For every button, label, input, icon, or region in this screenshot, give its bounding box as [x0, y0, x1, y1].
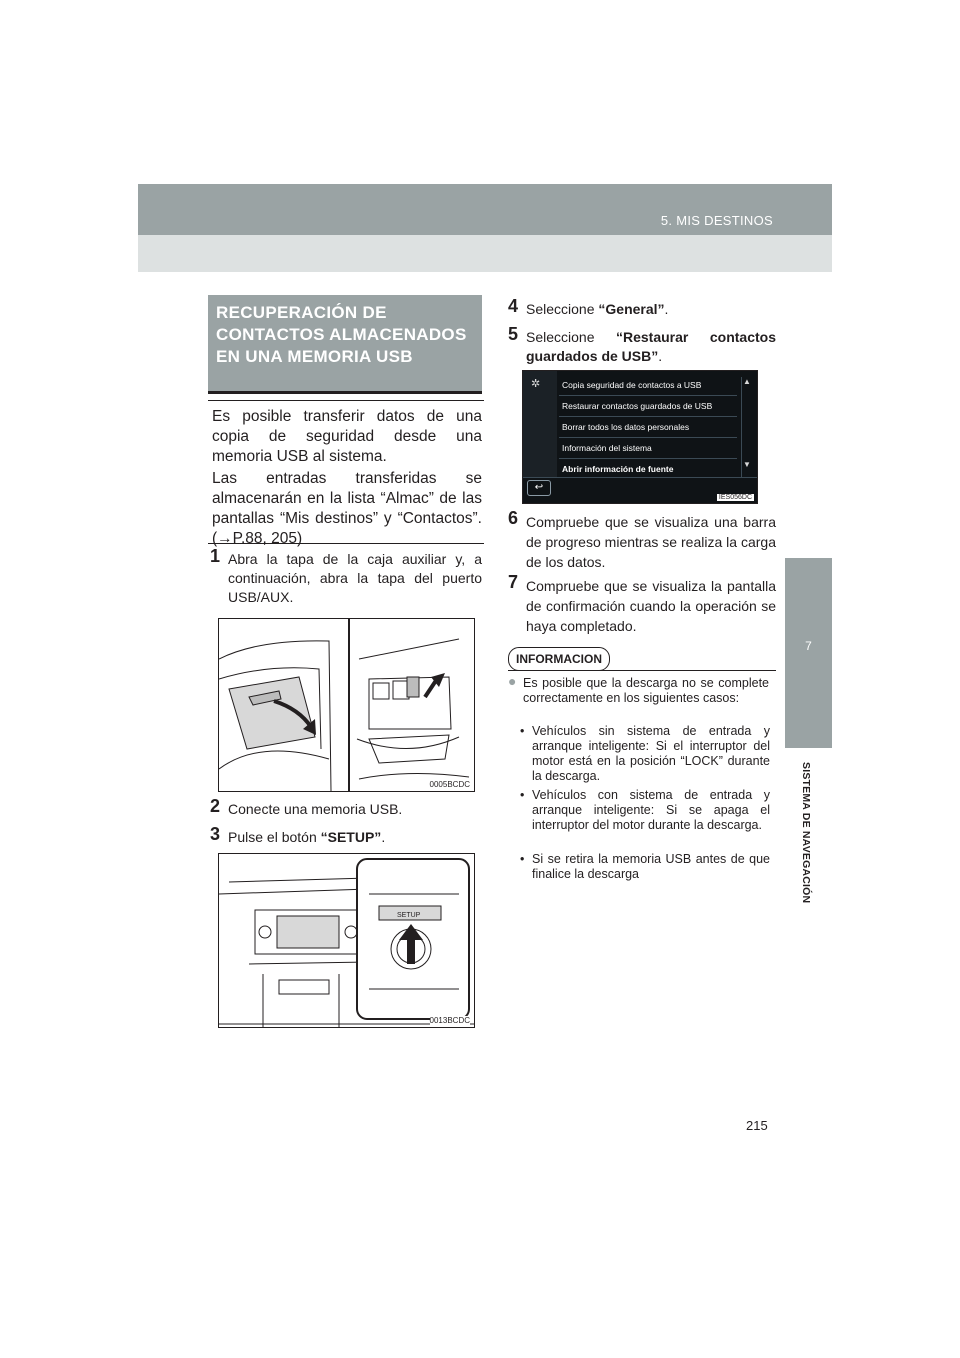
chapter-number: 7 [805, 639, 812, 653]
step-text: Conecte una memoria USB. [228, 801, 403, 817]
step-number: 5 [508, 324, 519, 344]
step-text: Abra la tapa de la caja auxiliar y, a continuación, abra la tapa del puerto USB/AUX. [228, 551, 482, 605]
page-number: 215 [746, 1118, 768, 1133]
intro-paragraph-1: Es posible transferir datos de una copia de seguridad desde una memoria USB al sistema. [212, 408, 482, 465]
intro-paragraph-2: Las entradas transferidas se almacenarán en la lista “Almac” de las pantallas “Mis destinos” y “Contactos”. (→P.88, 205) [212, 470, 482, 547]
figure-aux-box [218, 618, 475, 792]
info-main-text: Es posible que la descarga no se complete correctamente en los siguientes casos: [523, 676, 769, 705]
sub-bullet-icon: • [520, 852, 525, 866]
info-sub-item [520, 788, 770, 833]
step-number: 1 [210, 546, 221, 566]
step-text: Compruebe que se visualiza la pantalla de confirmación cuando la operación se haya completado. [526, 578, 776, 634]
scroll-up-icon[interactable]: ▲ [743, 377, 751, 386]
info-sub-text: Vehículos sin sistema de entrada y arranque inteligente: Si el interruptor del motor está en la posición “LOCK” durante la descarga. [532, 724, 770, 783]
figure-code: 0005BCDC [429, 780, 470, 789]
scroll-down-icon[interactable]: ▼ [743, 460, 751, 469]
menu-divider [523, 477, 757, 478]
step-text-part: . [658, 348, 663, 364]
info-sub-item [520, 852, 770, 882]
step-text [228, 828, 482, 847]
menu-item[interactable]: Abrir información de fuente [562, 464, 674, 474]
menu-item[interactable]: Borrar todos los datos personales [559, 417, 737, 438]
step-text [526, 328, 776, 366]
info-divider [508, 670, 776, 671]
dashboard-illustration [219, 854, 474, 1027]
back-button[interactable] [527, 480, 551, 496]
sub-bullet-icon: • [520, 724, 525, 738]
info-sub-item [520, 724, 770, 784]
menu-item[interactable]: Información del sistema [559, 438, 737, 459]
info-sub-text: Vehículos con sistema de entrada y arranque inteligente: Si se apaga el interruptor del motor durante la descarga. [532, 788, 770, 832]
step-number: 4 [508, 296, 519, 316]
section-label: 5. MIS DESTINOS [660, 213, 773, 228]
figure-code: 0013BCDC [429, 1016, 470, 1025]
menu-item[interactable]: Restaurar contactos guardados de USB [559, 396, 737, 417]
step-text-part: . [381, 829, 386, 845]
setup-button-label: SETUP [397, 912, 421, 919]
step-number: 7 [508, 572, 519, 592]
chapter-tab [785, 558, 832, 748]
chapter-label-container [776, 762, 836, 942]
intro-box [208, 400, 484, 547]
system-menu-screenshot [522, 370, 758, 504]
header-subband [138, 235, 832, 272]
step-number: 2 [210, 796, 221, 816]
step-text-part: . [664, 301, 669, 317]
figure-code: IES056DC [718, 494, 752, 501]
menu-item[interactable]: Copia seguridad de contactos a USB [559, 375, 737, 396]
figure-setup-button [218, 853, 475, 1028]
step-text: Compruebe que se visualiza una barra de progreso mientras se realiza la carga de los datos. [526, 514, 776, 570]
menu-list [559, 375, 737, 479]
back-arrow-icon: ↩ [534, 482, 544, 493]
step-number: 6 [508, 508, 519, 528]
step-text [526, 300, 776, 319]
step-text-part: Pulse el botón [228, 829, 321, 845]
sub-bullet-icon: • [520, 788, 525, 802]
step-number: 3 [210, 824, 221, 844]
step-text-part: Seleccione [526, 329, 616, 345]
section-title: RECUPERACIÓN DE CONTACTOS ALMACENADOS EN UNA MEMORIA USB [216, 303, 467, 366]
menu-scrollbar[interactable] [741, 377, 750, 477]
step-option-name: “Restaurar contactos guardados de USB” [526, 329, 776, 364]
chapter-label: SISTEMA DE NAVEGACIÓN [800, 762, 812, 904]
bullet-icon: ● [508, 673, 517, 689]
settings-icon: ✲ [531, 378, 541, 390]
info-tag: INFORMACION [508, 647, 610, 671]
step-text-part: Seleccione [526, 301, 599, 317]
step-button-name: “SETUP” [320, 829, 382, 845]
info-sub-text: Si se retira la memoria USB antes de que finalice la descarga [532, 852, 770, 881]
aux-box-illustration [219, 619, 474, 791]
step-option-name: “General” [598, 301, 665, 317]
